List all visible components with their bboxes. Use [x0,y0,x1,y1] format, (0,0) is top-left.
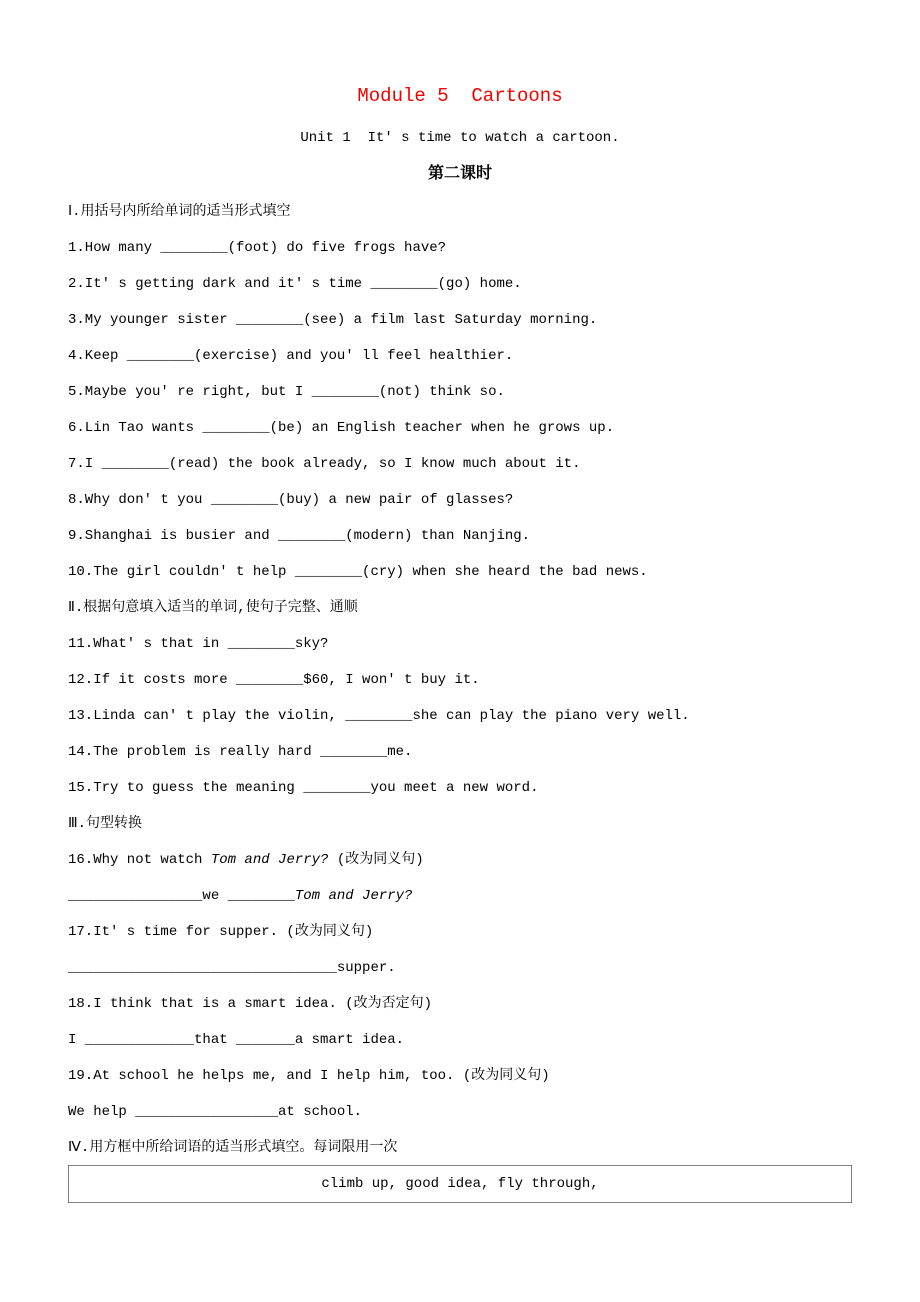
question-10: 10.The girl couldn' t help ________(cry) when she heard the bad news. [68,564,648,580]
word-bank-text: climb up, good idea, fly through, [321,1176,599,1192]
page-subtitle: Unit 1 It' s time to watch a cartoon. [300,130,620,146]
section-2-heading: Ⅱ.根据句意填入适当的单词,使句子完整、通顺 [68,600,358,616]
question-11: 11.What' s that in ________sky? [68,636,329,652]
question-7: 7.I ________(read) the book already, so I know much about it. [68,456,581,472]
question-6: 6.Lin Tao wants ________(be) an English teacher when he grows up. [68,420,615,436]
question-3: 3.My younger sister ________(see) a film last Saturday morning. [68,312,598,328]
word-bank-box [68,1165,852,1203]
question-4: 4.Keep ________(exercise) and you' ll feel healthier. [68,348,514,364]
question-13: 13.Linda can' t play the violin, ________she can play the piano very well. [68,708,690,724]
question-16-text: 16.Why not watch [68,852,211,868]
question-2: 2.It' s getting dark and it' s time ________(go) home. [68,276,522,292]
lesson-heading: 第二课时 [427,165,492,183]
section-3-heading: Ⅲ.句型转换 [68,816,143,832]
section-1-heading: Ⅰ.用括号内所给单词的适当形式填空 [68,204,291,220]
question-8: 8.Why don' t you ________(buy) a new pair of glasses? [68,492,514,508]
answer-16-blanks: ________________we ________ [68,888,295,904]
question-15: 15.Try to guess the meaning ________you meet a new word. [68,780,539,796]
movie-title-italic: Tom and Jerry? [294,888,413,904]
movie-title-italic: Tom and Jerry? [210,852,329,868]
question-17: 17.It' s time for supper. (改为同义句) [68,924,374,940]
question-16-note: (改为同义句) [328,852,424,868]
section-4-heading: Ⅳ.用方框中所给词语的适当形式填空。每词限用一次 [68,1140,398,1156]
answer-line-19: We help _________________at school. [68,1104,363,1120]
answer-line-18: I _____________that _______a smart idea. [68,1032,405,1048]
question-18: 18.I think that is a smart idea. (改为否定句) [68,996,433,1012]
question-14: 14.The problem is really hard ________me. [68,744,413,760]
question-16 [68,852,852,868]
question-12: 12.If it costs more ________$60, I won' t buy it. [68,672,480,688]
question-19: 19.At school he helps me, and I help him, too. (改为同义句) [68,1068,550,1084]
page-title: Module 5 Cartoons [357,85,563,107]
question-5: 5.Maybe you' re right, but I ________(not) think so. [68,384,505,400]
answer-line-17: ________________________________supper. [68,960,396,976]
question-1: 1.How many ________(foot) do five frogs have? [68,240,447,256]
answer-line-16 [68,888,852,904]
question-9: 9.Shanghai is busier and ________(modern) than Nanjing. [68,528,531,544]
